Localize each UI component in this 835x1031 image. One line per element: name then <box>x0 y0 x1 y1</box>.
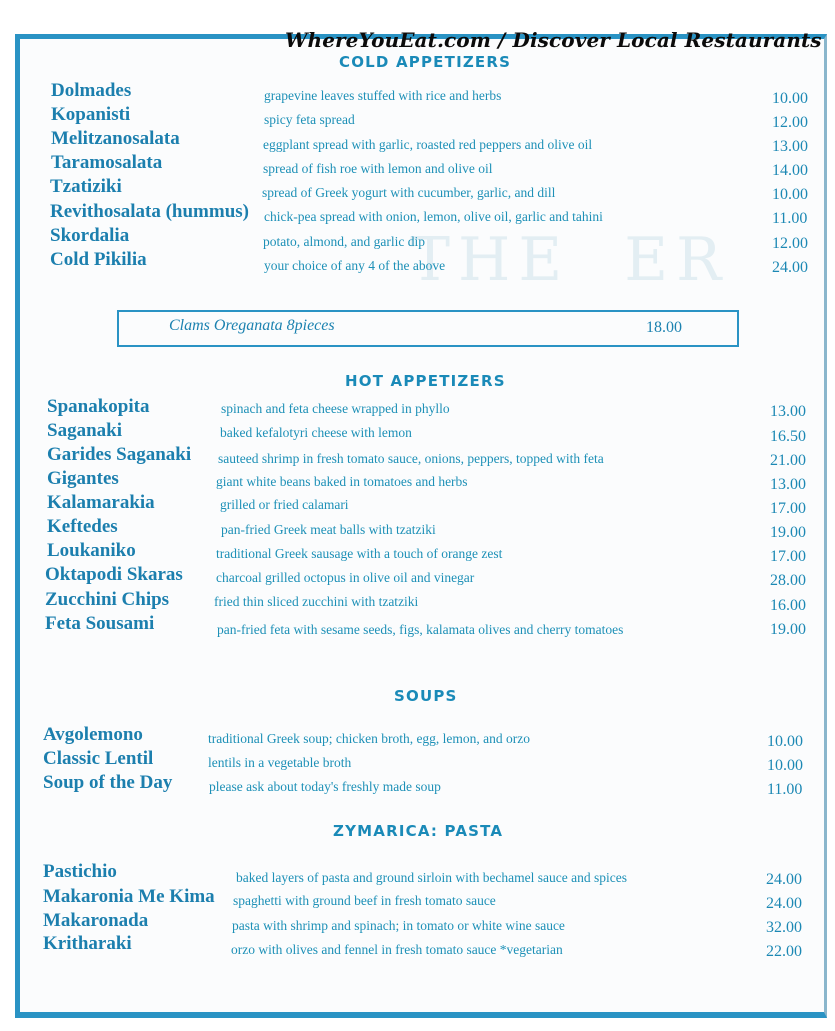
item-name: Kopanisti <box>51 104 131 125</box>
item-price: 21.00 <box>770 452 806 469</box>
item-name: Cold Pikilia <box>50 249 147 270</box>
item-description: giant white beans baked in tomatoes and herbs <box>216 474 468 489</box>
item-price: 17.00 <box>770 500 806 517</box>
item-price: 17.00 <box>770 548 806 565</box>
item-name: Makaronia Me Kima <box>43 886 215 907</box>
item-description: spread of Greek yogurt with cucumber, garlic, and dill <box>262 185 556 200</box>
item-description: your choice of any 4 of the above <box>264 258 446 273</box>
item-description: potato, almond, and garlic dip <box>263 234 425 249</box>
item-price: 28.00 <box>770 572 806 589</box>
item-price: 24.00 <box>772 259 808 276</box>
cold-appetizers-heading: COLD APPETIZERS <box>339 53 512 71</box>
item-description: sauteed shrimp in fresh tomato sauce, onions, peppers, topped with feta <box>218 451 604 466</box>
item-price: 13.00 <box>772 138 808 155</box>
item-description: traditional Greek soup; chicken broth, egg, lemon, and orzo <box>208 731 531 746</box>
special-box <box>117 310 739 347</box>
item-price: 13.00 <box>770 476 806 493</box>
item-description: pasta with shrimp and spinach; in tomato or white wine sauce <box>232 918 565 933</box>
item-name: Tzatiziki <box>50 176 122 197</box>
item-name: Garides Saganaki <box>47 444 192 465</box>
item-price: 22.00 <box>766 943 802 960</box>
item-description: traditional Greek sausage with a touch of orange zest <box>216 546 503 561</box>
item-price: 19.00 <box>770 524 806 541</box>
item-name: Revithosalata (hummus) <box>50 201 249 222</box>
item-description: chick-pea spread with onion, lemon, olive oil, garlic and tahini <box>264 209 603 224</box>
item-description: baked layers of pasta and ground sirloin with bechamel sauce and spices <box>236 870 627 885</box>
item-description: baked kefalotyri cheese with lemon <box>220 425 412 440</box>
item-name: Loukaniko <box>47 540 136 561</box>
item-price: 14.00 <box>772 162 808 179</box>
item-name: Oktapodi Skaras <box>45 564 183 585</box>
item-price: 13.00 <box>770 403 806 420</box>
item-price: 10.00 <box>772 186 808 203</box>
item-name: Makaronada <box>43 910 149 931</box>
item-name: Gigantes <box>47 468 119 489</box>
pasta-heading: ZYMARICA: PASTA <box>333 822 504 840</box>
item-description: orzo with olives and fennel in fresh tomato sauce *vegetarian <box>231 942 563 957</box>
item-description: pan-fried Greek meat balls with tzatziki <box>221 522 436 537</box>
item-price: 10.00 <box>767 733 803 750</box>
hot-appetizers-heading: HOT APPETIZERS <box>345 372 506 390</box>
soups-heading: SOUPS <box>394 687 458 705</box>
item-price: 24.00 <box>766 871 802 888</box>
item-name: Melitzanosalata <box>51 128 180 149</box>
item-name: Soup of the Day <box>43 772 173 793</box>
item-price: 32.00 <box>766 919 802 936</box>
item-description: charcoal grilled octopus in olive oil and vinegar <box>216 570 475 585</box>
item-price: 16.50 <box>770 428 806 445</box>
item-price: 16.00 <box>770 597 806 614</box>
item-price: 11.00 <box>767 781 803 798</box>
item-description: grapevine leaves stuffed with rice and herbs <box>264 88 502 103</box>
item-description: spicy feta spread <box>264 112 355 127</box>
item-name: Saganaki <box>47 420 122 441</box>
item-price: 12.00 <box>772 114 808 131</box>
background-faint-logo: ΤΗΕ ΕR <box>410 225 730 295</box>
special-price: 18.00 <box>646 319 682 336</box>
item-description: spinach and feta cheese wrapped in phyllo <box>221 401 450 416</box>
item-name: Kalamarakia <box>47 492 155 513</box>
item-description: pan-fried feta with sesame seeds, figs, kalamata olives and cherry tomatoes <box>217 622 624 637</box>
item-description: lentils in a vegetable broth <box>208 755 352 770</box>
special-name: Clams Oreganata 8pieces <box>169 317 335 334</box>
item-name: Avgolemono <box>43 724 143 745</box>
site-watermark: WhereYouEat.com / Discover Local Restaurants <box>285 28 822 52</box>
item-price: 10.00 <box>767 757 803 774</box>
item-name: Feta Sousami <box>45 613 155 634</box>
item-description: spaghetti with ground beef in fresh tomato sauce <box>233 893 496 908</box>
item-name: Pastichio <box>43 861 117 882</box>
item-price: 11.00 <box>772 210 808 227</box>
item-price: 19.00 <box>770 621 806 638</box>
item-name: Classic Lentil <box>43 748 154 769</box>
item-price: 24.00 <box>766 895 802 912</box>
item-name: Dolmades <box>51 80 132 101</box>
item-price: 12.00 <box>772 235 808 252</box>
item-price: 10.00 <box>772 90 808 107</box>
item-name: Kritharaki <box>43 933 132 954</box>
item-name: Spanakopita <box>47 396 150 417</box>
item-name: Keftedes <box>47 516 118 537</box>
item-name: Zucchini Chips <box>45 589 170 610</box>
item-name: Skordalia <box>50 225 130 246</box>
item-description: grilled or fried calamari <box>220 497 349 512</box>
item-description: fried thin sliced zucchini with tzatziki <box>214 594 419 609</box>
item-name: Taramosalata <box>51 152 163 173</box>
item-description: eggplant spread with garlic, roasted red peppers and olive oil <box>263 137 593 152</box>
item-description: please ask about today's freshly made soup <box>209 779 441 794</box>
item-description: spread of fish roe with lemon and olive oil <box>263 161 493 176</box>
